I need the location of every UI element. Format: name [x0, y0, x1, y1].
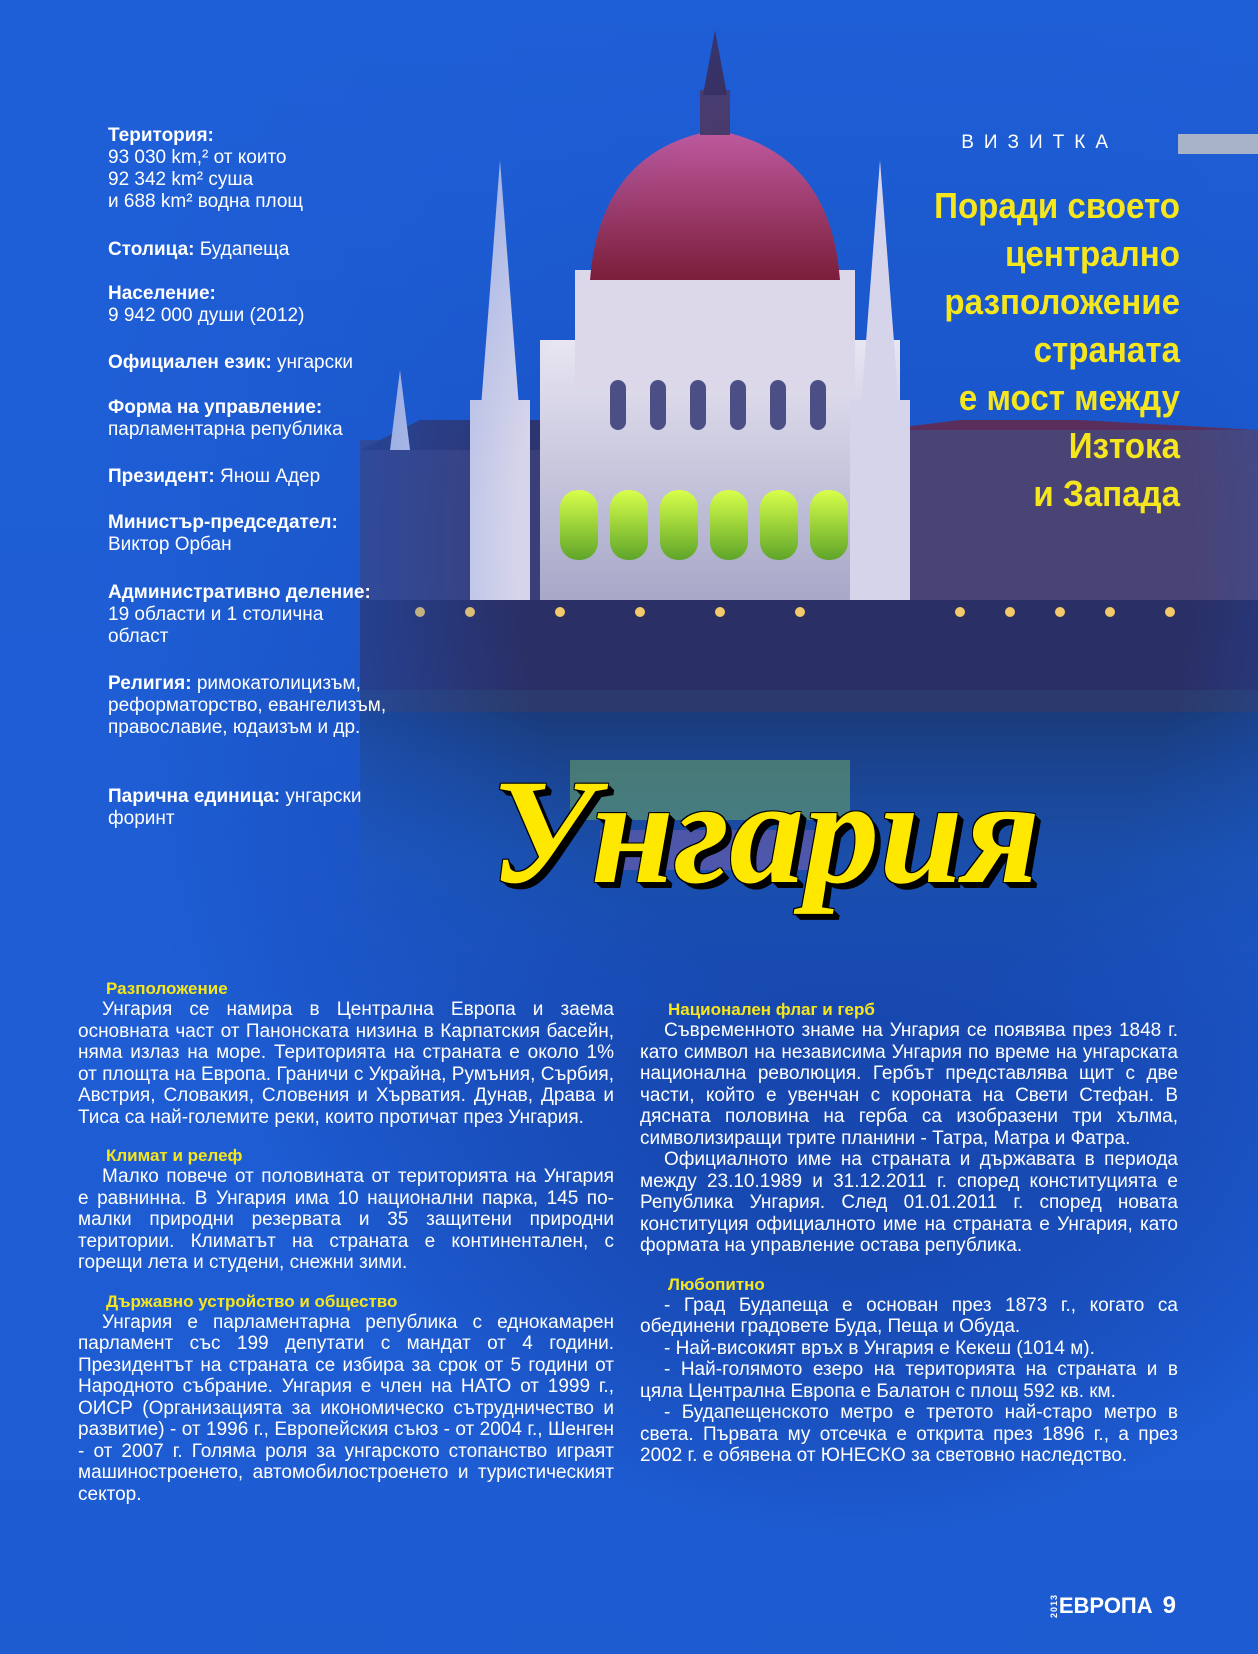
fact-value: парламентарна република [108, 419, 343, 440]
fact-language [108, 352, 428, 374]
headline-line: Поради своето [934, 185, 1180, 226]
fact-value: унгарски форинт [108, 786, 362, 829]
section-label: ВИЗИТКА [961, 132, 1118, 153]
fact-value: римокатолицизъм, реформаторство, евангелизъм, православие, юдаизъм и др. [108, 673, 387, 738]
right-column [640, 1000, 1178, 1485]
fact-value: област [108, 626, 169, 647]
fact-label: Форма на управление: [108, 397, 323, 418]
fact-label: Население: [108, 283, 216, 304]
fact-administrative-division [108, 582, 428, 648]
left-column [78, 979, 614, 1523]
headline-line: е мост между [958, 377, 1180, 418]
headline-line: Изтока [1068, 425, 1180, 466]
fact-territory [108, 125, 428, 213]
section-paragraph: Съвременното знаме на Унгария се появява през 1848 г. като символ на независима Унгария по време на унгарската национална революция. Гербът представлява щит с две части, който е увенчан с короната на Свети Стефан. В дясната половина на герба са изобразени три хълма, символизиращи трите планини - Татра, Матра и Фатра. [640, 1020, 1178, 1149]
section-paragraph: Малко повече от половината от територията на Унгария е равнинна. В Унгария има 10 национални парка, 145 по-малки природни резервата и 35 защитени природни територии. Климатът на страната е континентален, с горещи лета и студени, снежни зими. [78, 1166, 614, 1273]
fact-population [108, 283, 428, 327]
fact-president [108, 466, 428, 488]
issue-year: 2013 [1048, 1593, 1059, 1619]
section-location [78, 979, 614, 1128]
fact-prime-minister [108, 512, 428, 556]
fact-value: Янош Адер [219, 466, 321, 487]
fact-capital [108, 239, 428, 261]
fact-value: Виктор Орбан [108, 534, 232, 555]
fact-currency [108, 786, 398, 830]
fact-government [108, 397, 428, 441]
fact-label: Официален език: [108, 352, 272, 373]
fact-label: Президент: [108, 466, 215, 487]
fact-value: 93 030 km,² от които [108, 147, 287, 168]
section-paragraph: Официалното име на страната и държавата в периода между 23.10.1989 и 31.12.2011 г. според конституцията е Република Унгария. След 01.01.2011 г. според новата конституция официалното име на страната е Унгария, като формата на управление остава република. [640, 1149, 1178, 1256]
headline-line: разположение [944, 281, 1180, 322]
section-heading: Климат и релеф [106, 1146, 243, 1165]
section-paragraph: - Най-голямото езеро на територията на страната и в цяла Централна Европа е Балатон с площ 592 кв. км. [640, 1359, 1178, 1402]
section-climate [78, 1146, 614, 1274]
fact-label: Административно деление: [108, 582, 371, 603]
section-paragraph: - Будапещенското метро е третото най-старо метро в света. Първата му отсечка е открита през 1896 г., а през 2002 г. е обявена от ЮНЕСКО за световно наследство. [640, 1402, 1178, 1466]
section-paragraph: - Град Будапеща е основан през 1873 г., когато са обединени градовете Буда, Пеща и Обуда. [640, 1294, 1178, 1337]
headline-line: страната [1033, 329, 1180, 370]
fact-religion [108, 673, 408, 739]
fact-label: Министър-председател: [108, 512, 338, 533]
page-number: 9 [1162, 1592, 1176, 1619]
fact-value: и 688 km² водна площ [108, 191, 304, 212]
magazine-name: ЕВРОПА [1058, 1593, 1153, 1618]
section-heading: Държавно устройство и общество [106, 1291, 398, 1311]
section-curious-facts [640, 1275, 1178, 1467]
headline-line: и Запада [1033, 473, 1180, 514]
page-footer [1049, 1592, 1176, 1620]
section-heading: Национален флаг и герб [668, 1000, 875, 1019]
fact-value: унгарски [276, 352, 354, 373]
fact-label: Религия: [108, 673, 192, 694]
section-paragraph: Унгария се намира в Централна Европа и заема основната част от Панонската низина в Карпатския басейн, няма излаз на море. Територията на страната е около 1% от площта на Европа. Граничи с Украйна, Румъния, Сърбия, Австрия, Словакия, Словения и Хърватия. Дунав, Драва и Тиса са най-големите реки, които протичат през Унгария. [78, 999, 614, 1128]
fact-label: Столица: [108, 239, 195, 260]
section-label-bar [1178, 134, 1258, 154]
headline [867, 182, 1180, 518]
headline-line: централно [1005, 233, 1180, 274]
section-paragraph: - Най-високият връх в Унгария е Кекеш (1014 м). [664, 1337, 1095, 1359]
section-heading: Любопитно [668, 1274, 765, 1294]
section-paragraph: Унгария е парламентарна република с еднокамарен парламент със 199 депутати с мандат от 4 години. Президентът на страната се избира за срок от 5 години от Народното събрание. Унгария е член на НАТО от 1999 г., ОИСР (Организацията за икономическо сътрудничество и развитие) - от 1996 г., Европейския съюз - от 2004 г., Шенген - от 2007 г. Голяма роля за унгарското стопанство играят машиностроенето, автомобилостроенето и туристическият сектор. [78, 1311, 614, 1505]
fact-label: Територия: [108, 125, 214, 146]
section-flag-and-coat [640, 1000, 1178, 1257]
section-heading: Разположение [106, 979, 228, 998]
section-state-structure [78, 1292, 614, 1506]
page-title: Унгария [490, 749, 1040, 915]
fact-value: 19 области и 1 столична [108, 604, 324, 625]
fact-value: 92 342 km² суша [108, 169, 254, 190]
fact-value: 9 942 000 души (2012) [108, 305, 305, 326]
fact-label: Парична единица: [108, 786, 281, 807]
fact-value: Будапеща [199, 239, 290, 260]
